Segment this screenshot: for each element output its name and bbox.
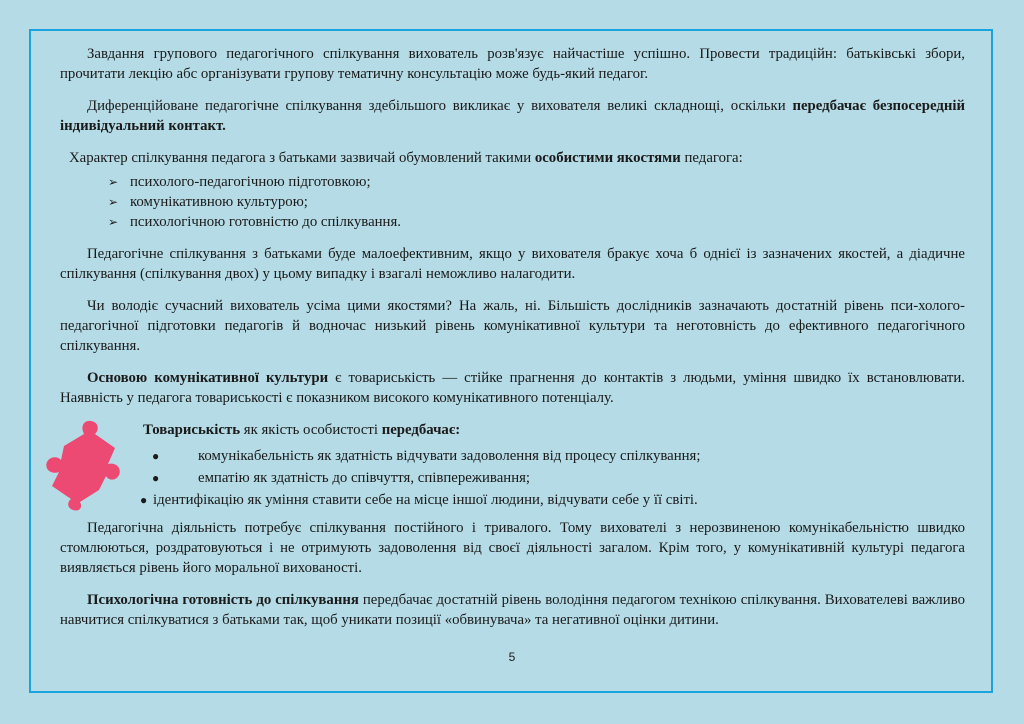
paragraph-pedagogical-activity: Педагогічна діяльність потребує спілкування постійного і тривалого. Тому вихователі з нерозвиненою комунікабельністю швидко стомлюються, роздратовуються і не отримують задоволення від своєї діяльності загалом. Крім того, у комунікативній культурі педагога виявляється рівень його моральної вихованості. bbox=[60, 520, 965, 576]
paragraph-character: Характер спілкування педагога з батьками зазвичай обумовлений такими особистими якостями педагога: bbox=[69, 150, 743, 166]
list-item: ➢ комунікативною культурою; bbox=[60, 192, 965, 212]
list-item: ● емпатію як здатність до співчуття, співпереживання; bbox=[152, 470, 531, 486]
sociability-heading: Товариськість як якість особистості передбачає: bbox=[143, 422, 461, 438]
list-item: ● ідентифікацію як уміння ставити себе на місце іншої людини, відчувати себе у її світі. bbox=[140, 492, 698, 508]
paragraph-modern-educator: Чи володіє сучасний вихователь усіма цими якостями? На жаль, ні. Більшість дослідників зазначають достатній рівень пси-холого-педагогічної підготовки педагогів й водночас низький рівень комунікативної культури та неготовність до ефективного педагогічного спілкування. bbox=[60, 298, 965, 354]
bullet-icon: ● bbox=[152, 471, 160, 485]
list-item: ● комунікабельність як здатність відчувати задоволення від процесу спілкування; bbox=[152, 448, 701, 464]
document-body bbox=[60, 44, 965, 630]
paragraph-communicative-culture: Основою комунікативної культури є товариськість — стійке прагнення до контактів з людьми, уміння швидко їх встановлювати. Наявність у педагога товариськості є показником високого комунікативного потенціалу. bbox=[60, 370, 965, 406]
sociability-section bbox=[60, 420, 965, 510]
bullet-icon: ● bbox=[152, 449, 160, 463]
sociability-list bbox=[60, 446, 965, 510]
qualities-list bbox=[60, 172, 965, 232]
paragraph-group-communication: Завдання групового педагогічного спілкування вихователь розв'язує найчастіше успішно. Провести традиційн: батьківські збори, прочитати лекцію абс організувати групову тематичну консультацію може будь-який педагог. bbox=[60, 46, 965, 82]
list-item: ➢ психолого-педагогічною підготовкою; bbox=[60, 172, 965, 192]
list-item: ➢ психологічною готовністю до спілкування. bbox=[60, 212, 965, 232]
bullet-icon: ● bbox=[140, 493, 148, 507]
page-number: 5 bbox=[508, 650, 516, 664]
paragraph-ineffective: Педагогічне спілкування з батьками буде малоефективним, якщо у вихователя бракує хоча б однієї із зазначених якостей, а діадичне спілкування (спілкування двох) у цьому випадку і взагалі неможливо налагодити. bbox=[60, 246, 965, 282]
paragraph-psychological-readiness: Психологічна готовність до спілкування передбачає достатній рівень володіння педагогом технікою спілкування. Вихователеві важливо навчитися спілкуватися з батьками так, щоб уникати позиції «обвинувача» та негативної оцінки дитини. bbox=[60, 592, 965, 628]
paragraph-differentiated: Диференційоване педагогічне спілкування здебільшого викликає у вихователя великі складнощі, оскільки передбачає безпосередній індивідуальний контакт. bbox=[60, 98, 965, 134]
